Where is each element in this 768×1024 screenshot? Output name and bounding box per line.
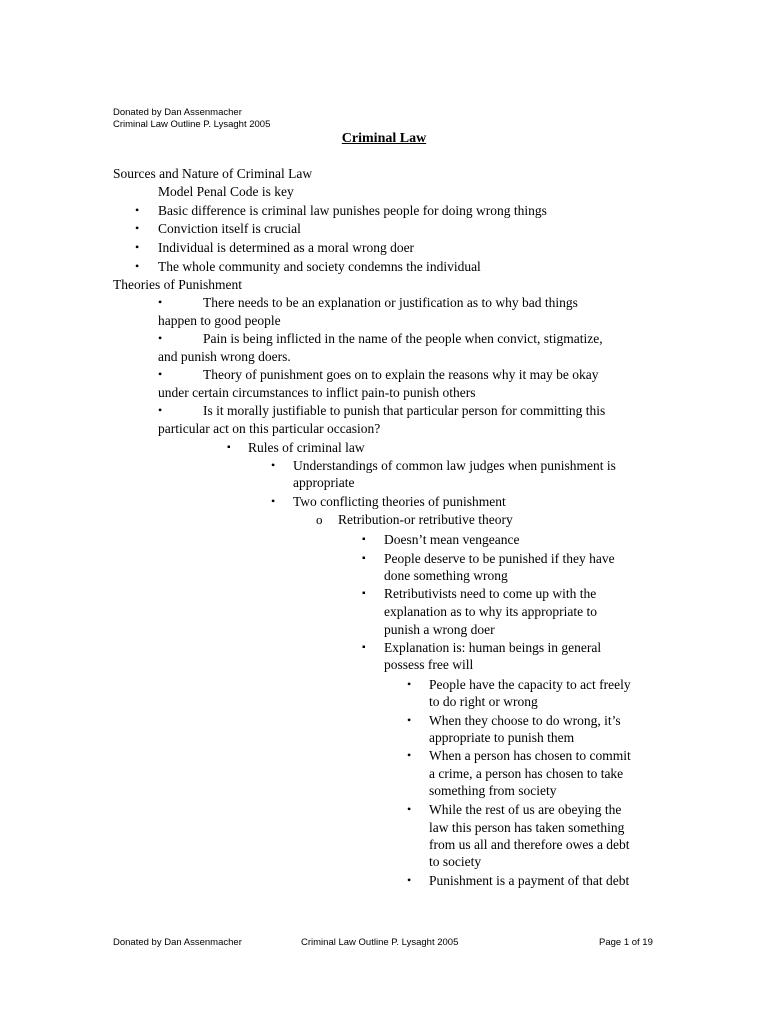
list-item: Punishment is a payment of that debt bbox=[429, 873, 630, 888]
bullet-icon: • bbox=[135, 203, 140, 217]
list-item: While the rest of us are obeying the bbox=[429, 802, 622, 817]
bullet-icon: • bbox=[135, 259, 140, 273]
list-item: Individual is determined as a moral wrong doer bbox=[158, 240, 415, 255]
list-item-continuation: and punish wrong doers. bbox=[158, 349, 291, 364]
section-heading-sources: Sources and Nature of Criminal Law bbox=[113, 166, 313, 181]
list-item-continuation: particular act on this particular occasion? bbox=[158, 421, 381, 436]
list-item-continuation: something from society bbox=[429, 783, 557, 798]
list-item-continuation: happen to good people bbox=[158, 313, 281, 328]
header-outline: Criminal Law Outline P. Lysaght 2005 bbox=[113, 119, 271, 130]
bullet-icon: • bbox=[158, 295, 163, 309]
footer-page-number: Page 1 of 19 bbox=[599, 937, 653, 948]
square-bullet-icon: ▪ bbox=[362, 534, 366, 545]
list-item: People have the capacity to act freely bbox=[429, 677, 631, 692]
rules-label: Rules of criminal law bbox=[248, 440, 365, 455]
list-item: Retributivists need to come up with the bbox=[384, 586, 597, 601]
square-bullet-icon: ▪ bbox=[227, 442, 231, 453]
list-item: Two conflicting theories of punishment bbox=[293, 494, 506, 509]
list-item: Explanation is: human beings in general bbox=[384, 640, 602, 655]
bullet-icon: • bbox=[407, 713, 412, 727]
list-item: There needs to be an explanation or justification as to why bad things bbox=[203, 295, 578, 310]
list-item: Understandings of common law judges when punishment is bbox=[293, 458, 616, 473]
bullet-icon: • bbox=[158, 367, 163, 381]
list-item: When a person has chosen to commit bbox=[429, 748, 631, 763]
circle-bullet-icon: o bbox=[316, 512, 323, 527]
list-item: Is it morally justifiable to punish that particular person for committing this bbox=[203, 403, 606, 418]
bullet-icon: • bbox=[158, 403, 163, 417]
list-item-continuation: to do right or wrong bbox=[429, 694, 538, 709]
bullet-icon: • bbox=[271, 458, 276, 472]
bullet-icon: • bbox=[407, 873, 412, 887]
list-item: Conviction itself is crucial bbox=[158, 221, 301, 236]
bullet-icon: • bbox=[271, 494, 276, 508]
list-item-continuation: appropriate to punish them bbox=[429, 730, 575, 745]
header-donor: Donated by Dan Assenmacher bbox=[113, 107, 242, 118]
list-item-continuation: to society bbox=[429, 854, 482, 869]
list-item: Basic difference is criminal law punishes people for doing wrong things bbox=[158, 203, 547, 218]
bullet-icon: • bbox=[135, 221, 140, 235]
retribution-label: Retribution-or retributive theory bbox=[338, 512, 513, 527]
square-bullet-icon: ▪ bbox=[362, 588, 366, 599]
list-item-continuation: under certain circumstances to inflict pain-to punish others bbox=[158, 385, 476, 400]
list-item: Pain is being inflicted in the name of the people when convict, stigmatize, bbox=[203, 331, 603, 346]
bullet-icon: • bbox=[407, 802, 412, 816]
list-item-continuation: law this person has taken something bbox=[429, 820, 625, 835]
footer-donor: Donated by Dan Assenmacher bbox=[113, 937, 242, 948]
square-bullet-icon: ▪ bbox=[362, 553, 366, 564]
page-title: Criminal Law bbox=[341, 131, 427, 146]
list-item-continuation: punish a wrong doer bbox=[384, 622, 495, 637]
sources-intro: Model Penal Code is key bbox=[158, 184, 294, 199]
list-item-continuation: appropriate bbox=[293, 475, 355, 490]
square-bullet-icon: ▪ bbox=[362, 642, 366, 653]
list-item: Doesn’t mean vengeance bbox=[384, 532, 520, 547]
section-heading-theories: Theories of Punishment bbox=[113, 277, 242, 292]
footer-outline: Criminal Law Outline P. Lysaght 2005 bbox=[301, 937, 459, 948]
bullet-icon: • bbox=[158, 331, 163, 345]
list-item-continuation: possess free will bbox=[384, 657, 474, 672]
list-item-continuation: from us all and therefore owes a debt bbox=[429, 837, 630, 852]
list-item-continuation: a crime, a person has chosen to take bbox=[429, 766, 624, 781]
bullet-icon: • bbox=[135, 240, 140, 254]
list-item: People deserve to be punished if they have bbox=[384, 551, 615, 566]
list-item-continuation: explanation as to why its appropriate to bbox=[384, 604, 597, 619]
list-item-continuation: done something wrong bbox=[384, 568, 508, 583]
bullet-icon: • bbox=[407, 748, 412, 762]
list-item: The whole community and society condemns the individual bbox=[158, 259, 481, 274]
bullet-icon: • bbox=[407, 677, 412, 691]
list-item: When they choose to do wrong, it’s bbox=[429, 713, 621, 728]
list-item: Theory of punishment goes on to explain the reasons why it may be okay bbox=[203, 367, 599, 382]
